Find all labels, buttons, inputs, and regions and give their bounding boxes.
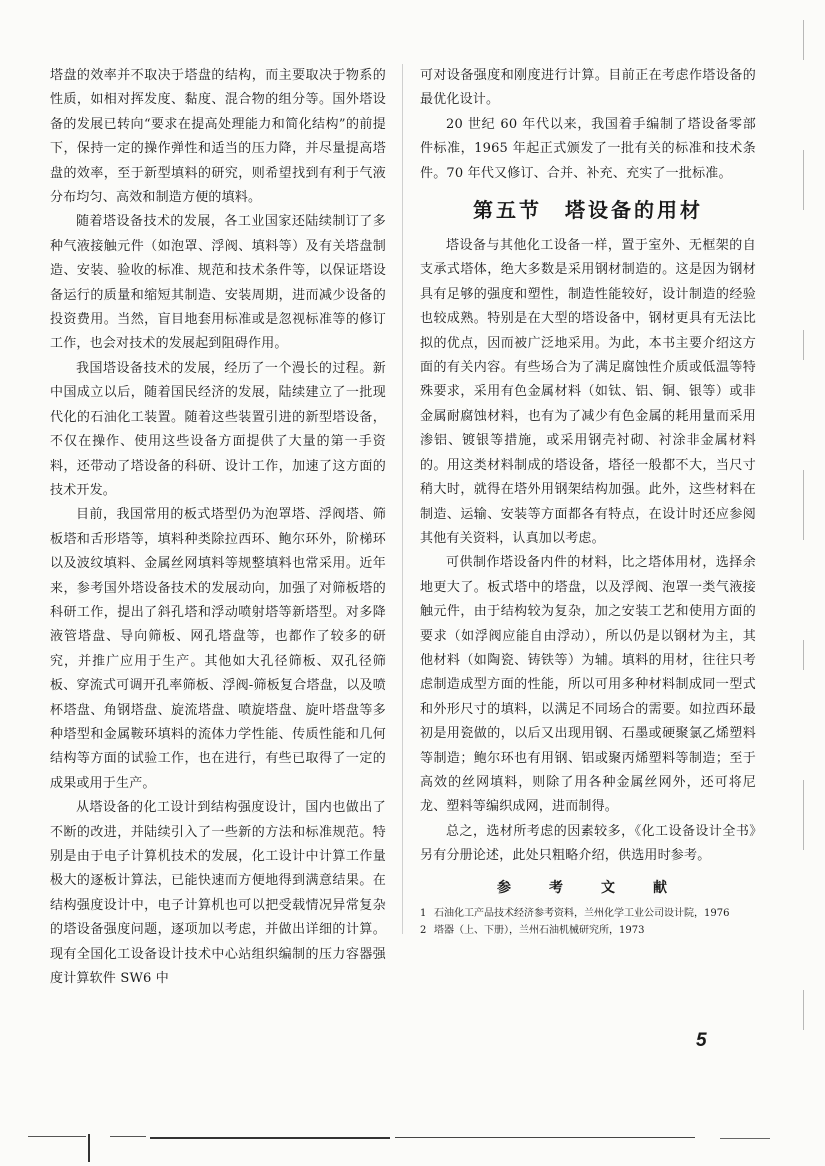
body-paragraph: 目前，我国常用的板式塔型仍为泡罩塔、浮阀塔、筛板塔和舌形塔等，填料种类除拉西环、鲍尔环外，阶梯环以及波纹填料、金属丝网填料等规整填料也常采用。近年来，参考国外塔设备技术的发展动向，加强了对筛板塔的科研工作，提出了斜孔塔和浮动喷射塔等新塔型。对多降液管塔盘、导向筛板、网孔塔盘等，也都作了较多的研究，并推广应用于生产。其他如大孔径筛板、双孔径筛板、穿流式可调开孔率筛板、浮阀-筛板复合塔盘，以及喷杯塔盘、角钢塔盘、旋流塔盘、喷旋塔盘、旋叶塔盘等多种塔型和金属鞍环填料的流体力学性能、传质性能和几何结构等方面的试验工作，也在进行，有些已取得了一定的成果或用于生产。: [50, 507, 386, 791]
reference-text: 石油化工产品技术经济参考资料，兰州化学工业公司设计院，1976: [434, 907, 730, 919]
body-paragraph: 塔设备与其他化工设备一样，置于室外、无框架的自支承式塔体，绝大多数是采用钢材制造的。这是因为钢材具有足够的强度和塑性，制造性能较好，设计制造的经验也较成熟。特别是在大型的塔设备中，钢材更具有无法比拟的优点，因而被广泛地采用。为此，本书主要介绍这方面的有关内容。有些场合为了满足腐蚀性介质或低温等特殊要求，采用有色金属材料（如钛、铝、铜、银等）或非金属耐腐蚀材料，也有为了减少有色金属的耗用量而采用渗铝、镀银等措施，或采用钢壳衬砌、衬涂非金属材料的。用这类材料制成的塔设备，塔径一般都不大，当尺寸稍大时，就得在塔外用钢架结构加强。此外，这些材料在制造、运输、安装等方面都各有特点，在设计时还应参阅其他有关资料，认真加以考虑。: [420, 238, 756, 546]
body-paragraph: 随着塔设备技术的发展，各工业国家还陆续制订了多种气液接触元件（如泡罩、浮阀、填料等）及有关塔盘制造、安装、验收的标准、规范和技术条件等，以保证塔设备运行的质量和缩短其制造、安装周期，进而减少设备的投资费用。当然，盲目地套用标准或是忽视标准等的修订工作，也会对技术的发展起到阻碍作用。: [50, 214, 386, 352]
body-paragraph-continuation: 可对设备强度和刚度进行计算。目前正在考虑作塔设备的最优化设计。: [420, 68, 756, 108]
reference-list: [420, 905, 756, 939]
reference-item: [420, 905, 756, 922]
body-paragraph: 20 世纪 60 年代以来，我国着手编制了塔设备零部件标准，1965 年起正式颁发了一批有关的标准和技术条件。70 年代又修订、合并、补充、充实了一批标准。: [420, 116, 756, 181]
reference-item: [420, 922, 756, 939]
column-divider: [402, 64, 403, 934]
references-heading: 参 考 文 献: [497, 879, 679, 896]
right-column: [420, 64, 756, 939]
reference-number: 2: [420, 924, 427, 936]
reference-text: 塔器（上、下册），兰州石油机械研究所，1973: [434, 924, 645, 936]
page-number: 5: [696, 1030, 707, 1051]
body-paragraph: 我国塔设备技术的发展，经历了一个漫长的过程。新中国成立以后，随着国民经济的发展，陆续建立了一批现代化的石油化工装置。随着这些装置引进的新型塔设备，不仅在操作、使用这些设备方面提供了大量的第一手资料，还带动了塔设备的科研、设计工作，加速了这方面的技术开发。: [50, 360, 386, 498]
left-column: [50, 64, 386, 991]
body-paragraph: 可供制作塔设备内件的材料，比之塔体用材，选择余地更大了。板式塔中的塔盘，以及浮阀、泡罩一类气液接触元件，由于结构较为复杂，加之安装工艺和使用方面的要求（如浮阀应能自由浮动），所以仍是以钢材为主，其他材料（如陶瓷、铸铁等）为辅。填料的用材，往往只考虑制造成型方面的性能，所以可用多种材料制成同一型式和外形尺寸的填料，以满足不同场合的需要。如拉西环最初是用瓷做的，以后又出现用钢、石墨或硬聚氯乙烯塑料等制造；鲍尔环也有用钢、铝或聚丙烯塑料等制造；至于高效的丝网填料，则除了用各种金属丝网外，还可将尼龙、塑料等编织成网，进而制得。: [420, 555, 756, 815]
body-paragraph: 总之，选材所考虑的因素较多，《化工设备设计全书》另有分册论述，此处只粗略介绍，供选用时参考。: [420, 823, 756, 864]
reference-number: 1: [420, 907, 427, 919]
body-paragraph: 从塔设备的化工设计到结构强度设计，国内也做出了不断的改进，并陆续引入了一些新的方法和标准规范。特别是由于电子计算机技术的发展，化工设计中计算工作量极大的逐板计算法，已能快速而方便地得到满意结果。在结构强度设计中，电子计算机也可以把受载情况异常复杂的塔设备强度问题，逐项加以考虑，并做出详细的计算。现有全国化工设备设计技术中心站组织编制的压力容器强度计算软件 SW6 中: [50, 800, 386, 987]
scan-bottom-edge: [0, 1128, 825, 1164]
body-paragraph: 塔盘的效率并不取决于塔盘的结构，而主要取决于物系的性质，如相对挥发度、黏度、混合物的组分等。国外塔设备的发展已转向“要求在提高处理能力和简化结构”的前提下，保持一定的操作弹性和适当的压力降，并尽量提高塔盘的效率，至于新型填料的研究，则希望找到有利于气液分布均匀、高效和制造方便的填料。: [50, 68, 386, 206]
section-title: 第五节 塔设备的用材: [473, 198, 703, 223]
scan-edge-marks: [803, 0, 805, 1166]
